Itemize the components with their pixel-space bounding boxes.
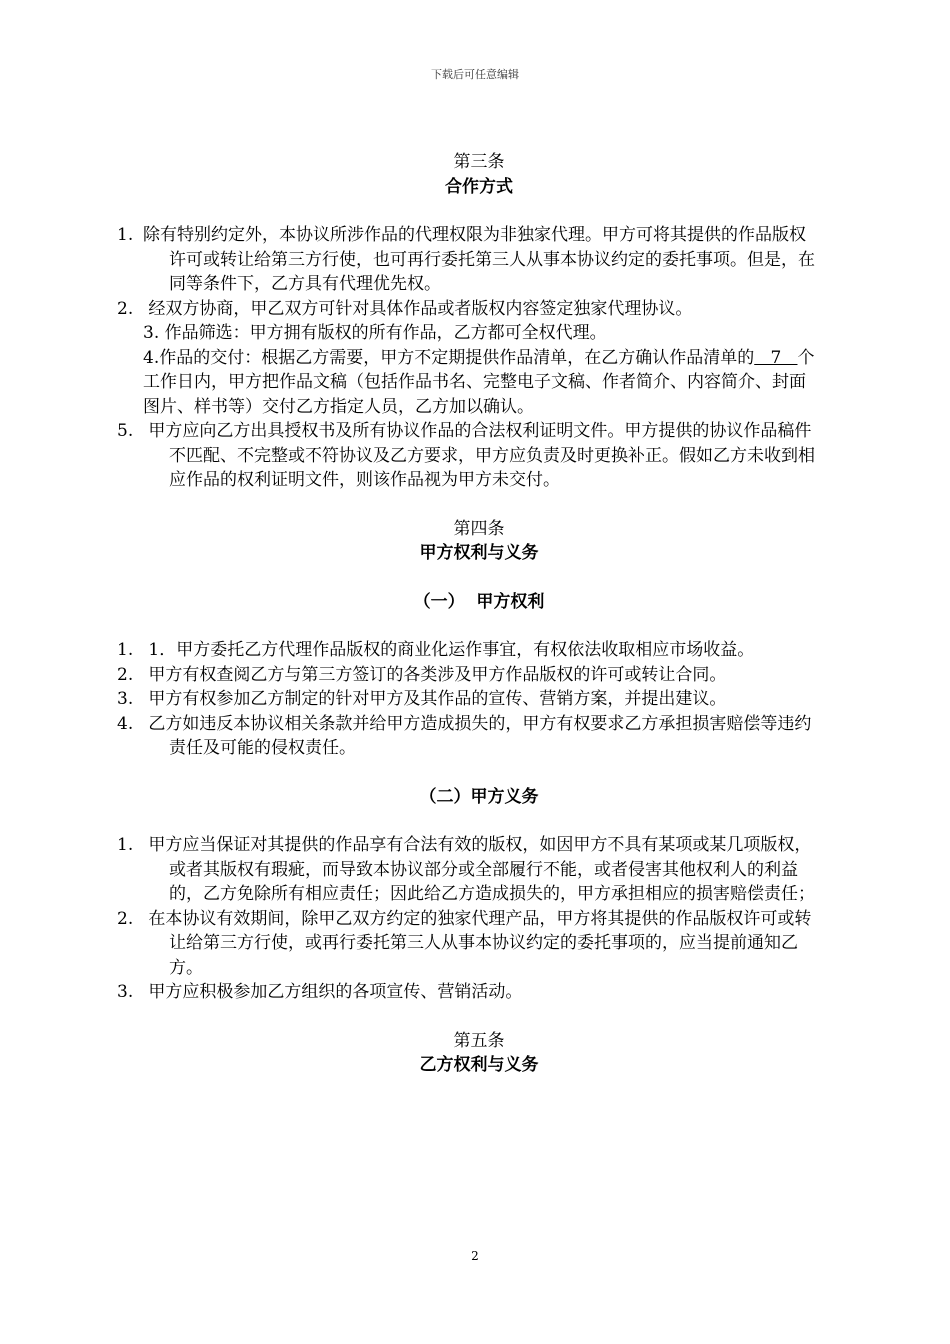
duties-heading: （二）甲方义务 bbox=[419, 786, 539, 807]
page-header: 下载后可任意编辑 bbox=[431, 68, 519, 81]
section-5-subtitle: 乙方权利与义务 bbox=[419, 1055, 539, 1075]
section-4-title: 第四条 bbox=[453, 518, 505, 539]
section-3-subtitle: 合作方式 bbox=[445, 176, 513, 197]
list-item: 2. 甲方有权查阅乙方与第三方签订的各类涉及甲方作品版权的许可或转让合同。 bbox=[117, 664, 727, 685]
page-number: 2 bbox=[471, 1249, 479, 1263]
rights-heading: （一） 甲方权利 bbox=[413, 591, 545, 612]
list-item: 1. 1．甲方委托乙方代理作品版权的商业化运作事宜，有权依法收取相应市场收益。 bbox=[117, 640, 755, 660]
section-3-title: 第三条 bbox=[453, 152, 505, 172]
list-item: 1. 甲方应当保证对其提供的作品享有合法有效的版权，如因甲方不具有某项或某几项版权，或者其版权有瑕疵，而导致本协议部分或全部履行不能，或者侵害其他权利人的利益的，乙方免除所有相应责任；因此给乙方造成损失的，甲方承担相应的损害赔偿责任； bbox=[117, 835, 815, 904]
list-item: 5. 甲方应向乙方出具授权书及所有协议作品的合法权利证明文件。甲方提供的协议作品稿件不匹配、不完整或不符协议及乙方要求，甲方应负责及时更换补正。假如乙方未收到相应作品的权利证明文件，则该作品视为甲方未交付。 bbox=[117, 421, 815, 490]
blank-days: 7 bbox=[754, 347, 798, 368]
document-body bbox=[117, 150, 815, 1078]
list-item: 3. 甲方应积极参加乙方组织的各项宣传、营销活动。 bbox=[117, 982, 523, 1002]
list-item: 4.作品的交付：根据乙方需要，甲方不定期提供作品清单，在乙方确认作品清单的 7 个工作日内，甲方把作品文稿（包括作品书名、完整电子文稿、作者简介、内容简介、封面图片、样书等）交付乙方指定人员，乙方加以确认。 bbox=[143, 347, 815, 417]
list-item: 3. 作品筛选：甲方拥有版权的所有作品，乙方都可全权代理。 bbox=[143, 323, 607, 343]
section-5-title: 第五条 bbox=[453, 1030, 505, 1051]
list-item: 4. 乙方如违反本协议相关条款并给甲方造成损失的，甲方有权要求乙方承担损害赔偿等违约责任及可能的侵权责任。 bbox=[117, 713, 812, 758]
list-item: 2. 经双方协商，甲乙双方可针对具体作品或者版权内容签定独家代理协议。 bbox=[117, 298, 693, 319]
list-item: 2. 在本协议有效期间，除甲乙双方约定的独家代理产品，甲方将其提供的作品版权许可或转让给第三方行使，或再行委托第三人从事本协议约定的委托事项的，应当提前通知乙方。 bbox=[117, 908, 812, 978]
list-item: 3. 甲方有权参加乙方制定的针对甲方及其作品的宣传、营销方案，并提出建议。 bbox=[117, 689, 727, 709]
section-4-subtitle: 甲方权利与义务 bbox=[419, 543, 539, 563]
list-item: 1. 除有特别约定外，本协议所涉作品的代理权限为非独家代理。甲方可将其提供的作品版权许可或转让给第三方行使，也可再行委托第三人从事本协议约定的委托事项。但是，在同等条件下，乙方具有代理优先权。 bbox=[117, 225, 815, 294]
